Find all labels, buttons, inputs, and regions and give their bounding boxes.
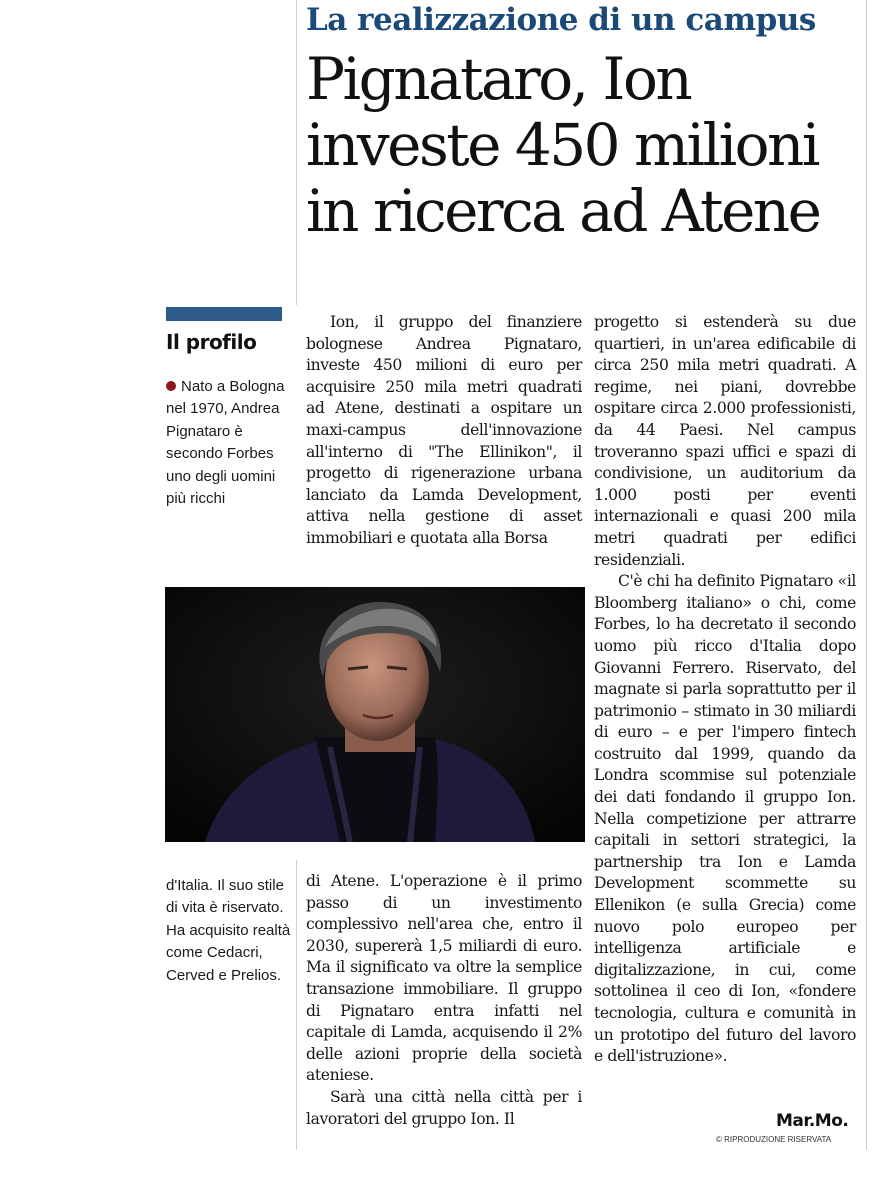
article-column-1-top [306, 312, 582, 550]
portrait-photo [165, 587, 585, 842]
paragraph-2: Sarà una città nella città per i lavoratori del gruppo Ion. Il [306, 1087, 582, 1128]
column-rule-left-lower [296, 860, 297, 1150]
author-signature: Mar.Mo. [776, 1111, 849, 1131]
article-column-1-bottom [306, 871, 582, 1130]
portrait-illustration [165, 587, 585, 842]
profile-text [166, 376, 294, 510]
article-headline: Pignataro, Ion investe 450 milioni in ricerca ad Atene [306, 45, 820, 245]
paragraph-1: Ion, il gruppo del finanziere bolognese Andrea Pignataro, investe 450 milioni di euro per acquisire 250 mila metri quadrati ad Atene, destinati a ospitare un maxi-campus dell'innovazione all'interno di "The Ellinikon", il progetto di rigenerazione urbana lanciato da Lamda Development, attiva nella gestione di asset immobiliari e quotata alla Borsa [306, 313, 582, 547]
profile-title: Il profilo [166, 330, 257, 354]
profile-text-top: Nato a Bologna nel 1970, Andrea Pignataro è secondo Forbes uno degli uomini più ricchi [166, 378, 285, 508]
paragraph-2-continued: progetto si estenderà su due quartieri, in un'area edificabile di circa 250 mila metri quadrati. A regime, nei piani, dovrebbe ospitare circa 2.000 professionisti, da 44 Paesi. Nel campus troveranno spazi uffici e spazi di condivisione, un auditorium da 1.000 posti per eventi internazionali e quasi 200 mila metri quadrati per edifici residenziali. [594, 313, 856, 569]
article-column-2 [594, 312, 856, 1068]
column-rule-right [866, 0, 867, 1150]
copyright-notice: © RIPRODUZIONE RISERVATA [716, 1135, 832, 1144]
article-kicker: La realizzazione di un campus [306, 2, 816, 38]
bullet-icon [166, 381, 176, 391]
paragraph-3: C'è chi ha definito Pignataro «il Bloomberg italiano» o chi, come Forbes, lo ha decretato il secondo uomo più ricco d'Italia dopo Giovanni Ferrero. Riservato, del magnate si parla soprattutto per il patrimonio – stimato in 30 miliardi di euro – e per l'impero fintech costruito dal 1999, quando da Londra scommise sul potenziale dei dati fondando il gruppo Ion. Nella competizione per attrarre capitali in settori strategici, la partnership tra Ion e Lamda Development scommette su Ellenikon (e sulla Grecia) come nuovo polo europeo per intelligenza artificiale e digitalizzazione, in cui, come sottolinea il ceo di Ion, «fondere tecnologia, cultura e comunità in un prototipo del futuro del lavoro e dell'istruzione». [594, 572, 856, 1066]
profile-accent-bar [166, 307, 282, 321]
column-rule-left [296, 0, 297, 305]
paragraph-1-continued: di Atene. L'operazione è il primo passo di un investimento complessivo nell'area che, entro il 2030, supererà 1,5 miliardi di euro. Ma il significato va oltre la semplice transazione immobiliare. Il gruppo di Pignataro entra infatti nel capitale di Lamda, acquisendo il 2% delle azioni proprie della società ateniese. [306, 872, 582, 1085]
profile-text-continued: d'Italia. Il suo stile di vita è riservato. Ha acquisito realtà come Cedacri, Cerved e Prelios. [166, 877, 291, 984]
